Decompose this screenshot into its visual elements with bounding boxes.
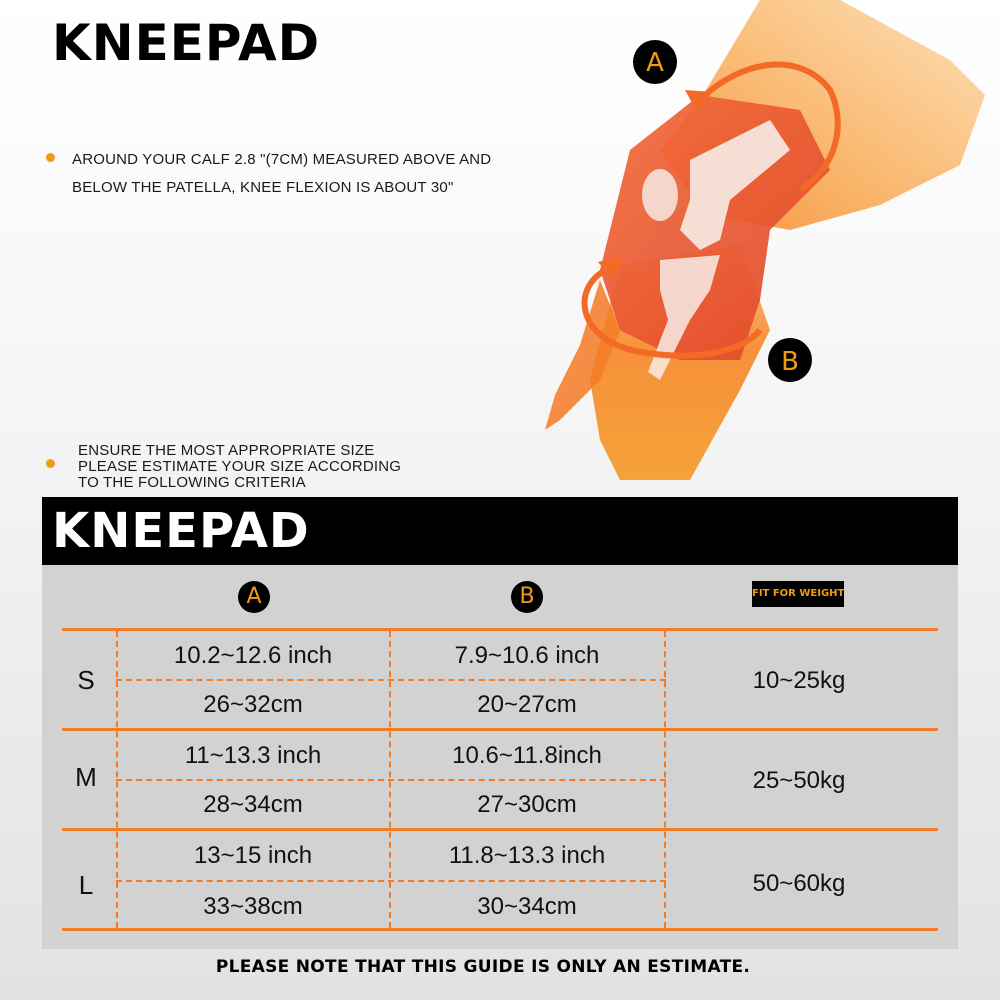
column-b-header: B: [511, 581, 543, 613]
row-divider: [116, 779, 666, 781]
a-inch-cell: 13~15 inch: [193, 842, 313, 869]
knee-diagram-illustration: [520, 0, 1000, 490]
marker-a-label: A: [646, 48, 664, 78]
bullet-dot: [46, 459, 55, 468]
size-line-2: PLEASE ESTIMATE YOUR SIZE ACCORDING: [78, 458, 402, 475]
size-label: L: [78, 870, 94, 900]
column-weight-header: FIT FOR WEIGHT: [752, 581, 844, 607]
weight-cell: 50~60kg: [752, 870, 846, 897]
table-border: [62, 928, 938, 931]
a-inch-cell: 11~13.3 inch: [184, 742, 322, 769]
page-title: KNEEPAD: [52, 14, 321, 72]
column-a-header: A: [238, 581, 270, 613]
size-instructions: [78, 443, 401, 491]
size-label: S: [77, 665, 95, 695]
row-divider: [116, 679, 666, 681]
column-divider: [116, 631, 118, 928]
a-cm-cell: 28~34cm: [203, 791, 303, 818]
b-inch-cell: 10.6~11.8inch: [452, 742, 602, 769]
b-cm-cell: 27~30cm: [477, 791, 577, 818]
b-cm-cell: 20~27cm: [477, 691, 577, 718]
size-line-3: TO THE FOLLOWING CRITERIA: [78, 474, 306, 491]
column-divider: [389, 631, 391, 928]
bullet-dot: [46, 153, 55, 162]
b-inch-cell: 11.8~13.3 inch: [448, 842, 606, 869]
a-cm-cell: 33~38cm: [203, 893, 303, 920]
size-chart-panel: [42, 497, 958, 949]
marker-b-label: B: [781, 347, 799, 377]
patella-bone: [642, 169, 678, 221]
weight-cell: 25~50kg: [752, 767, 846, 794]
measure-instructions: [72, 146, 491, 202]
row-divider: [116, 880, 666, 882]
size-chart-header: [42, 497, 958, 565]
b-cm-cell: 30~34cm: [477, 893, 577, 920]
measure-line-2: BELOW THE PATELLA, KNEE FLEXION IS ABOUT 30": [72, 179, 454, 196]
a-cm-cell: 26~32cm: [203, 691, 303, 718]
measure-line-1: AROUND YOUR CALF 2.8 "(7CM) MEASURED ABOVE AND: [72, 151, 492, 168]
size-line-1: ENSURE THE MOST APPROPRIATE SIZE: [78, 442, 375, 459]
table-border: [62, 828, 938, 831]
size-chart-title: KNEEPAD: [52, 503, 310, 559]
size-label: M: [75, 762, 97, 792]
table-border: [62, 628, 938, 631]
a-inch-cell: 10.2~12.6 inch: [173, 642, 333, 669]
weight-cell: 10~25kg: [752, 667, 846, 694]
disclaimer-note: PLEASE NOTE THAT THIS GUIDE IS ONLY AN ESTIMATE.: [215, 957, 751, 977]
table-border: [62, 728, 938, 731]
b-inch-cell: 7.9~10.6 inch: [454, 642, 600, 669]
